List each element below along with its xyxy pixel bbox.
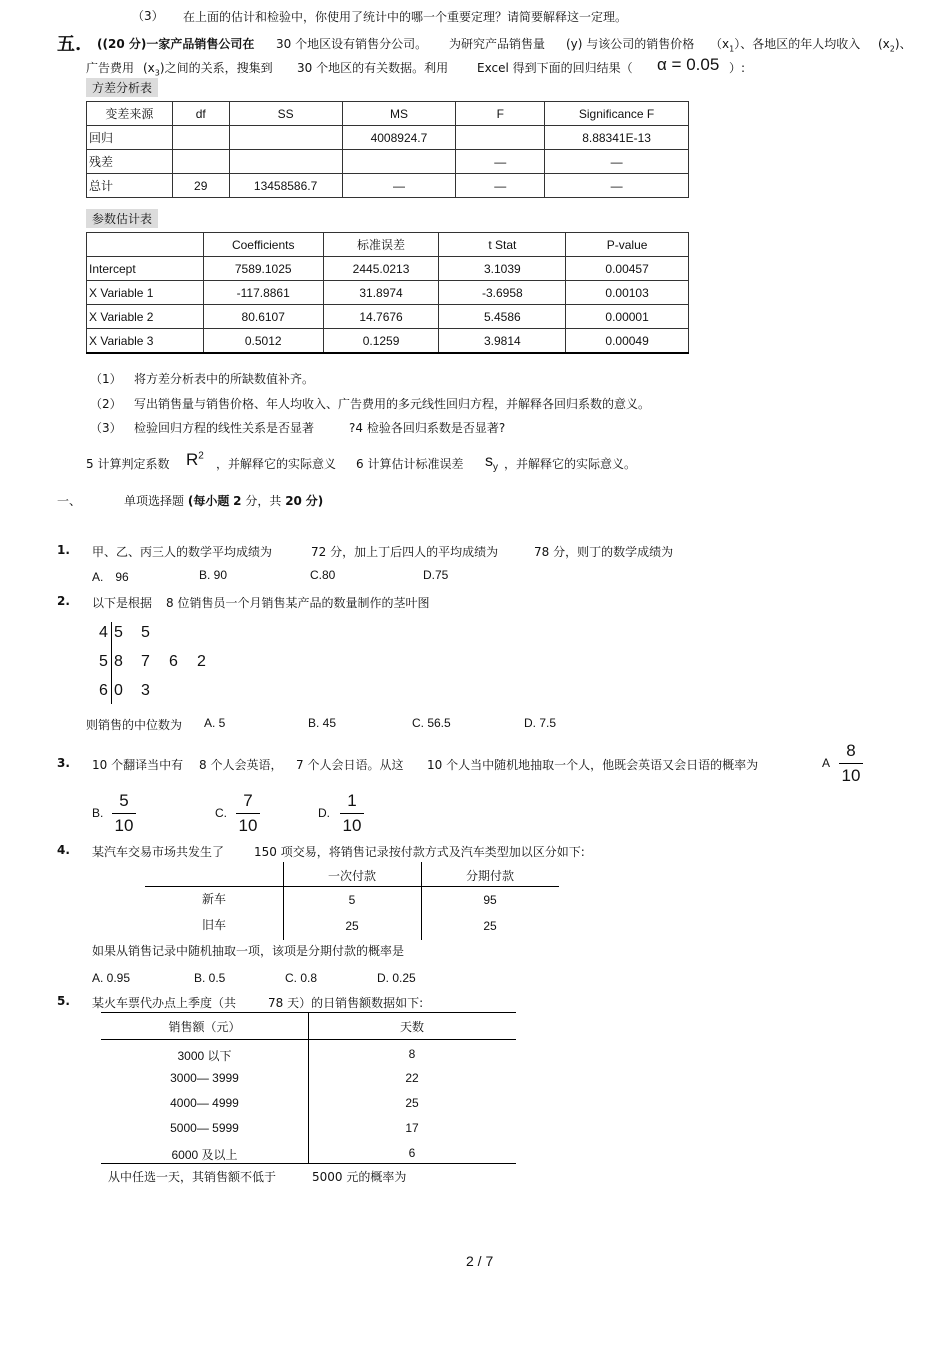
sy-symbol: s: [485, 453, 493, 470]
anova-cell: [172, 126, 229, 150]
anova-cell: 回归: [87, 126, 173, 150]
page-number: 2 / 7: [466, 1253, 494, 1269]
q3-text-a: 10 个翻译当中有: [92, 758, 184, 772]
fraction-numerator: 1: [347, 791, 357, 810]
param-cell: 80.6107: [203, 305, 323, 329]
section5-intro-a: ((20 分)一家产品销售公司在: [97, 37, 255, 51]
q4-option-a: A. 0.95: [92, 971, 131, 985]
param-cell: Intercept: [87, 257, 204, 281]
q3-text-d: 10 个人当中随机地抽取一个人，他既会英语又会日语的概率为: [427, 758, 759, 772]
anova-cell: 8.88341E-13: [545, 126, 689, 150]
param-cell: X Variable 1: [87, 281, 204, 305]
section5-intro-h: )、: [894, 37, 912, 51]
q1-option-c: C.80: [310, 568, 336, 582]
q5-col-header: 销售额（元）: [168, 1020, 241, 1034]
q3-option-d-label: D.: [318, 806, 330, 820]
q2-text-a: 以下是根据: [92, 596, 153, 610]
q2-option-c: C. 56.5: [412, 716, 451, 730]
param-cell: 2445.0213: [323, 257, 439, 281]
table-row: [87, 329, 689, 354]
section1-title-f: 分): [305, 494, 324, 508]
section1-title: 单项选择题: [124, 494, 185, 508]
q5-cell: 17: [405, 1121, 419, 1135]
leaf: 8: [114, 653, 123, 670]
section5-intro2-a: 广告费用: [86, 61, 135, 75]
q4-row-label: 旧车: [201, 918, 226, 932]
param-cell: 3.9814: [439, 329, 566, 354]
section5-intro2-e: Excel 得到下面的回归结果（: [477, 61, 633, 75]
x1-subscript: 1: [729, 44, 735, 54]
param-header: t Stat: [439, 233, 566, 257]
section1-title-c: 2: [233, 494, 242, 508]
fraction-denominator: 10: [841, 766, 861, 785]
fraction-bar: [236, 813, 260, 814]
q5-col-header: 天数: [399, 1020, 424, 1034]
q2-text-c: 则销售的中位数为: [86, 718, 183, 732]
section5-intro-e: （x: [710, 37, 730, 51]
param-header: [87, 233, 204, 257]
anova-header: 变差来源: [87, 102, 173, 126]
sy-subscript: y: [493, 462, 498, 474]
param-cell: 0.1259: [323, 329, 439, 354]
anova-cell: 4008924.7: [342, 126, 456, 150]
q1-text-a: 甲、乙、丙三人的数学平均成绩为: [92, 545, 273, 559]
x3-subscript: 3: [154, 68, 160, 78]
x2-subscript: 2: [889, 44, 895, 54]
param-cell: 0.00001: [566, 305, 689, 329]
param-header: 标准误差: [323, 233, 439, 257]
q4-option-b: B. 0.5: [194, 971, 226, 985]
fraction-bar: [340, 813, 364, 814]
anova-label: 方差分析表: [86, 78, 158, 97]
stem: 5: [99, 653, 108, 670]
anova-header-row: [87, 102, 689, 126]
param-cell: 7589.1025: [203, 257, 323, 281]
top-q3-text: 在上面的估计和检验中，你使用了统计中的哪一个重要定理？请简要解释这一定理。: [183, 10, 628, 24]
section1-number: 一、: [57, 494, 82, 508]
q4-cell: 25: [345, 919, 359, 933]
section5-intro2-d: 30 个地区的有关数据。利用: [297, 61, 449, 75]
table-row: [87, 174, 689, 198]
q5-cell: 6000 及以上: [171, 1148, 238, 1162]
q5-cell: 8: [408, 1047, 416, 1061]
q3-number: 3.: [57, 756, 70, 770]
q2-option-d: D. 7.5: [524, 716, 557, 730]
q5-text-b: 78 天）的日销售额数据如下:: [268, 996, 424, 1010]
alpha-value: α = 0.05: [657, 55, 720, 74]
param-cell: 0.00103: [566, 281, 689, 305]
q1-number: 1.: [57, 543, 70, 557]
q1-text-b: 72 分，加上丁后四人的平均成绩为: [311, 545, 499, 559]
r-squared-symbol: R: [186, 450, 199, 469]
sub6-text-b: ，并解释它的实际意义。: [504, 457, 637, 471]
param-cell: 0.00457: [566, 257, 689, 281]
section5-intro2-b: (x: [143, 61, 155, 75]
anova-cell: [229, 126, 342, 150]
anova-cell: 29: [172, 174, 229, 198]
fraction-numerator: 8: [846, 741, 856, 760]
fraction-bar: [839, 763, 863, 764]
table-row: [87, 126, 689, 150]
q5-table-rule: [101, 1163, 516, 1164]
q5-cell: 6: [408, 1146, 416, 1160]
top-q3-number: （3）: [132, 9, 164, 23]
q5-cell: 22: [405, 1071, 419, 1085]
anova-header: df: [172, 102, 229, 126]
q5-cell: 25: [405, 1096, 419, 1110]
fraction-numerator: 5: [119, 791, 129, 810]
q1-option-b: B. 90: [199, 568, 228, 582]
sub5-text-a: 5 计算判定系数: [86, 457, 170, 471]
q4-row-label: 新车: [201, 892, 226, 906]
q5-cell: 5000— 5999: [170, 1121, 239, 1135]
anova-cell: 13458586.7: [229, 174, 342, 198]
q4-cell: 25: [483, 919, 497, 933]
anova-cell: —: [545, 174, 689, 198]
section5-intro-d: (y) 与该公司的销售价格: [566, 37, 695, 51]
r-squared-exponent: 2: [198, 450, 204, 462]
anova-cell: [342, 150, 456, 174]
q4-text-b: 150 项交易，将销售记录按付款方式及汽车类型加以区分如下:: [254, 845, 585, 859]
leaf: 5: [114, 624, 123, 641]
sub3-number: （3）: [90, 421, 122, 435]
q4-text-c: 如果从销售记录中随机抽取一项，该项是分期付款的概率是: [92, 944, 405, 958]
anova-cell: 残差: [87, 150, 173, 174]
q4-text-a: 某汽车交易市场共发生了: [92, 845, 225, 859]
q3-text-c: 7 个人会日语。从这: [296, 758, 404, 772]
q4-cell: 95: [483, 893, 497, 907]
leaf: 3: [141, 682, 150, 699]
q3-option-b-label: B.: [92, 806, 104, 820]
anova-cell: 总计: [87, 174, 173, 198]
sub5-text-b: ，并解释它的实际意义: [216, 457, 337, 471]
fraction-denominator: 10: [238, 816, 258, 835]
param-header-row: [87, 233, 689, 257]
anova-table: [86, 101, 689, 198]
param-cell: 0.00049: [566, 329, 689, 354]
anova-cell: [172, 150, 229, 174]
param-cell: 0.5012: [203, 329, 323, 354]
param-cell: 14.7676: [323, 305, 439, 329]
q4-cell: 5: [348, 893, 356, 907]
q4-option-c: C. 0.8: [285, 971, 318, 985]
q5-text-d: 5000 元的概率为: [312, 1170, 407, 1184]
section5-heading: 五.: [57, 34, 82, 55]
q1-option-d: D.75: [423, 568, 449, 582]
fraction-numerator: 7: [243, 791, 253, 810]
table-row: [87, 150, 689, 174]
section5-intro-f: ）、各地区的年人均收入: [734, 37, 861, 51]
fraction-bar: [112, 813, 136, 814]
section5-intro2-c: )之间的关系，搜集到: [159, 61, 273, 75]
sub2-number: （2）: [90, 397, 122, 411]
param-cell: 3.1039: [439, 257, 566, 281]
q5-text-c: 从中任选一天，其销售额不低于: [108, 1170, 277, 1184]
section1-title-e: 20: [285, 494, 302, 508]
stem: 6: [99, 682, 108, 699]
sub1-number: （1）: [90, 372, 122, 386]
table-row: [87, 257, 689, 281]
q4-col-header: 分期付款: [465, 869, 514, 883]
q3-option-c-label: C.: [215, 806, 227, 820]
sub1-text: 将方差分析表中的所缺数值补齐。: [134, 372, 315, 386]
q4-table-rule: [145, 886, 559, 887]
q5-table-divider: [308, 1012, 309, 1164]
anova-cell: [229, 150, 342, 174]
q5-cell: 4000— 4999: [170, 1096, 239, 1110]
anova-header: SS: [229, 102, 342, 126]
sub3-text: 检验回归方程的线性关系是否显著: [134, 421, 315, 435]
sub4-text: ?4 检验各回归系数是否显著?: [349, 421, 506, 435]
param-cell: 31.8974: [323, 281, 439, 305]
q5-cell: 3000— 3999: [170, 1071, 239, 1085]
q5-number: 5.: [57, 994, 70, 1008]
param-cell: X Variable 2: [87, 305, 204, 329]
sub6-text-a: 6 计算估计标准误差: [356, 457, 464, 471]
anova-cell: —: [456, 150, 545, 174]
q4-number: 4.: [57, 843, 70, 857]
param-header: P-value: [566, 233, 689, 257]
q5-text-a: 某火车票代办点上季度（共: [92, 996, 237, 1010]
leaf: 6: [169, 653, 178, 670]
section5-intro2-f: ）:: [729, 61, 746, 75]
leaf: 2: [197, 653, 206, 670]
q1-text-c: 78 分，则丁的数学成绩为: [534, 545, 674, 559]
q2-text-b: 8 位销售员一个月销售某产品的数量制作的茎叶图: [166, 596, 430, 610]
stem: 4: [99, 624, 108, 641]
sub2-text: 写出销售量与销售价格、年人均收入、广告费用的多元线性回归方程，并解释各回归系数的意义。: [134, 397, 651, 411]
param-cell: -3.6958: [439, 281, 566, 305]
q3-option-d-fraction: [340, 790, 364, 837]
fraction-denominator: 10: [114, 816, 134, 835]
param-cell: -117.8861: [203, 281, 323, 305]
param-label: 参数估计表: [86, 209, 158, 228]
q2-number: 2.: [57, 594, 70, 608]
param-table: [86, 232, 689, 354]
anova-header: MS: [342, 102, 456, 126]
stem-divider: [111, 622, 112, 704]
q3-option-a-label: A: [822, 756, 831, 770]
section1-title-d: 分，共: [245, 494, 282, 508]
q2-option-a: A. 5: [204, 716, 226, 730]
q1-option-a: A. 96: [92, 570, 129, 584]
leaf: 5: [141, 624, 150, 641]
q3-option-a-fraction: [839, 740, 863, 787]
q4-option-d: D. 0.25: [377, 971, 416, 985]
section5-intro-b: 30 个地区设有销售分公司。: [276, 37, 428, 51]
q5-cell: 3000 以下: [177, 1049, 232, 1063]
anova-cell: —: [456, 174, 545, 198]
anova-header: F: [456, 102, 545, 126]
section1-title-b: (每小题: [187, 494, 230, 508]
section5-intro-g: (x: [878, 37, 890, 51]
section5-intro-c: 为研究产品销售量: [449, 37, 546, 51]
q2-option-b: B. 45: [308, 716, 337, 730]
table-row: [87, 305, 689, 329]
q3-option-b-fraction: [112, 790, 136, 837]
table-row: [87, 281, 689, 305]
param-cell: X Variable 3: [87, 329, 204, 354]
anova-header: Significance F: [545, 102, 689, 126]
param-cell: 5.4586: [439, 305, 566, 329]
anova-cell: —: [342, 174, 456, 198]
q4-col-header: 一次付款: [327, 869, 376, 883]
anova-cell: [456, 126, 545, 150]
leaf: 0: [114, 682, 123, 699]
anova-cell: —: [545, 150, 689, 174]
leaf: 7: [141, 653, 150, 670]
fraction-denominator: 10: [342, 816, 362, 835]
param-header: Coefficients: [203, 233, 323, 257]
q3-option-c-fraction: [236, 790, 260, 837]
q3-text-b: 8 个人会英语，: [199, 758, 283, 772]
